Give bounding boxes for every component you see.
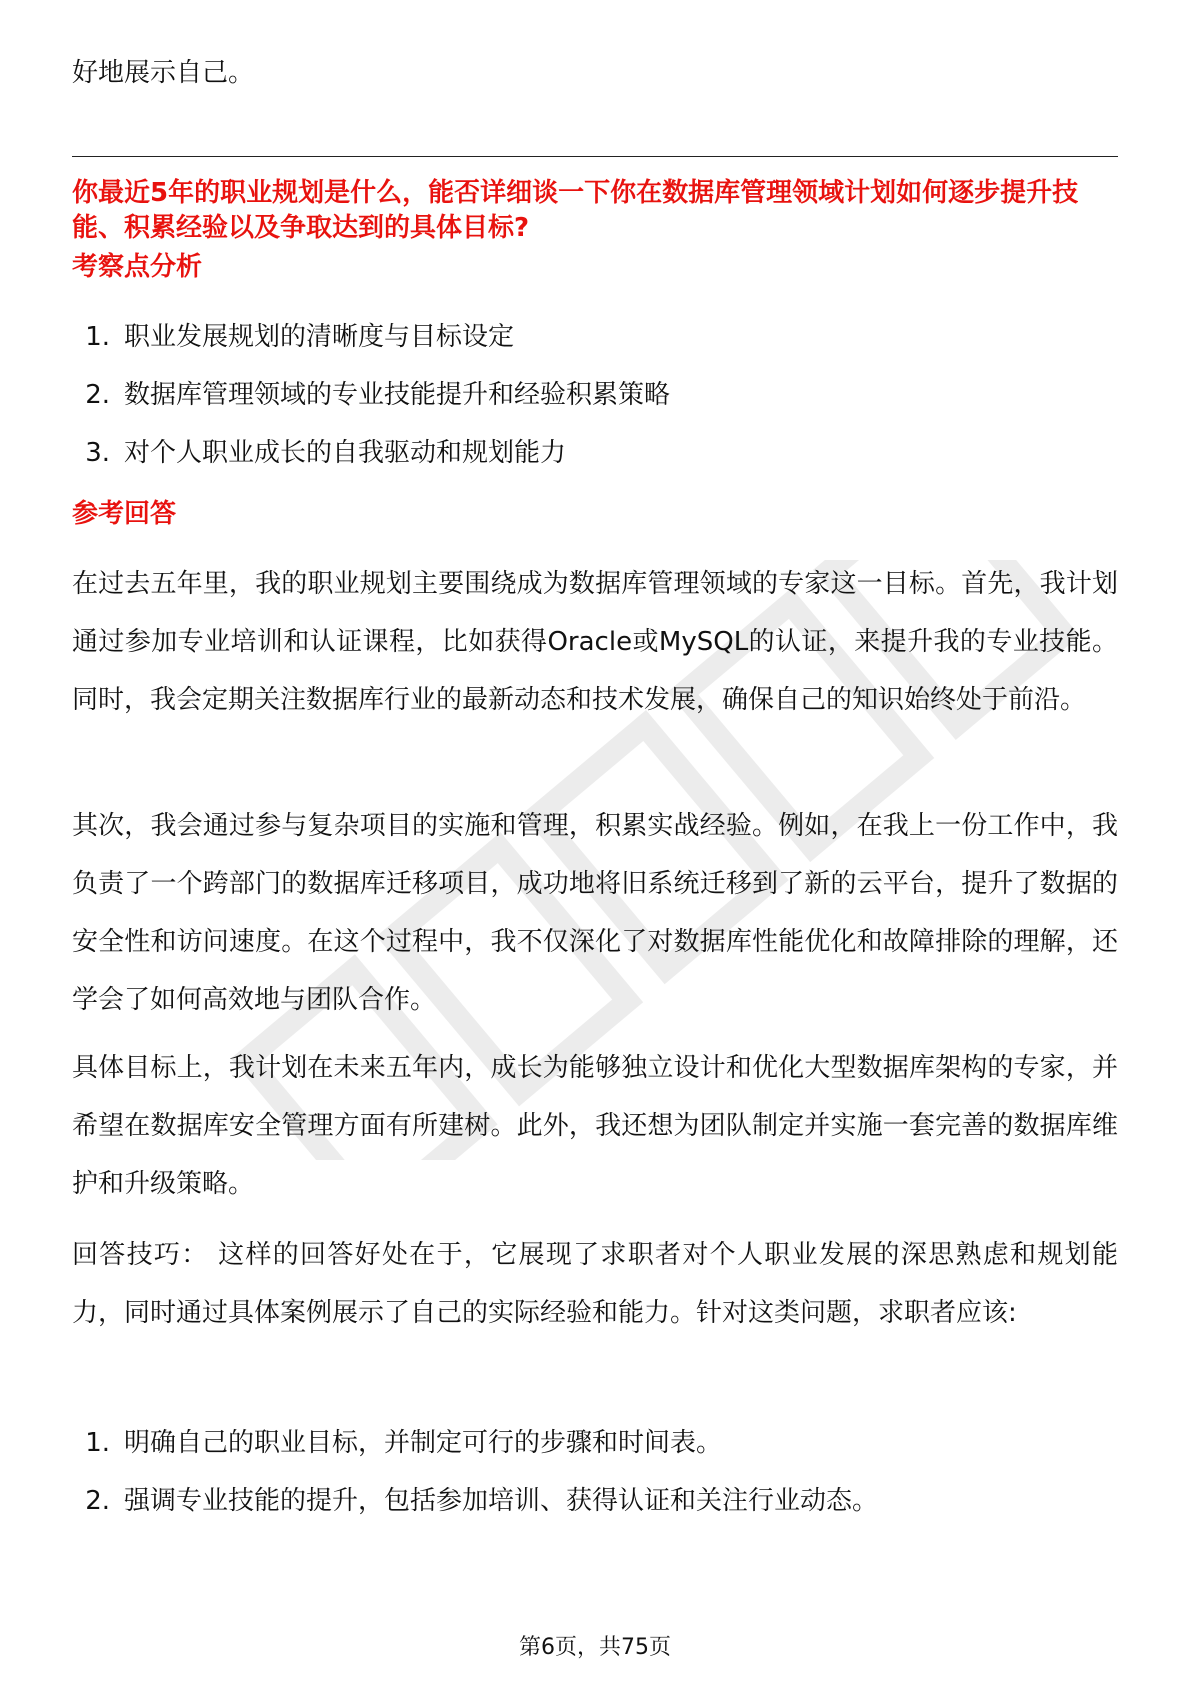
list-text: 强调专业技能的提升，包括参加培训、获得认证和关注行业动态。 [124, 1486, 879, 1516]
list-number: 3. [85, 438, 110, 468]
answer-paragraph-1: 在过去五年里，我的职业规划主要围绕成为数据库管理领域的专家这一目标。首先，我计划通过参加专业培训和认证课程，比如获得Oracle或MySQL的认证，来提升我的专业技能。同时，我会定期关注数据库行业的最新动态和技术发展，确保自己的知识始终处于前沿。 [72, 569, 1118, 715]
list-item [72, 436, 1118, 494]
list-number: 1. [85, 322, 110, 352]
list-item [72, 320, 1118, 378]
question-title: 你最近5年的职业规划是什么，能否详细谈一下你在数据库管理领域计划如何逐步提升技能、积累经验以及争取达到的具体目标? [72, 178, 1079, 243]
analysis-heading: 考察点分析 [72, 252, 203, 282]
section-divider [72, 156, 1118, 157]
answer-paragraph-3: 具体目标上，我计划在未来五年内，成长为能够独立设计和优化大型数据库架构的专家，并希望在数据库安全管理方面有所建树。此外，我还想为团队制定并实施一套完善的数据库维护和升级策略。 [72, 1053, 1118, 1199]
list-item [72, 1484, 1118, 1542]
answer-paragraph-2: 其次，我会通过参与复杂项目的实施和管理，积累实战经验。例如，在我上一份工作中，我负责了一个跨部门的数据库迁移项目，成功地将旧系统迁移到了新的云平台，提升了数据的安全性和访问速度。在这个过程中，我不仅深化了对数据库性能优化和故障排除的理解，还学会了如何高效地与团队合作。 [72, 811, 1118, 1015]
intro-tail-text: 好地展示自己。 [72, 58, 255, 88]
list-number: 1. [85, 1428, 110, 1458]
page-footer: 第6页，共75页 [519, 1635, 671, 1660]
analysis-list [72, 320, 1118, 494]
answer-heading: 参考回答 [72, 499, 177, 529]
list-text: 职业发展规划的清晰度与目标设定 [124, 322, 515, 352]
list-item [72, 378, 1118, 436]
tips-list [72, 1426, 1118, 1542]
list-number: 2. [85, 380, 110, 410]
answer-tips-paragraph: 回答技巧： 这样的回答好处在于，它展现了求职者对个人职业发展的深思熟虑和规划能力，同时通过具体案例展示了自己的实际经验和能力。针对这类问题，求职者应该: [72, 1240, 1118, 1328]
list-number: 2. [85, 1486, 110, 1516]
list-text: 对个人职业成长的自我驱动和规划能力 [124, 438, 567, 468]
list-text: 明确自己的职业目标，并制定可行的步骤和时间表。 [124, 1428, 723, 1458]
list-item [72, 1426, 1118, 1484]
list-text: 数据库管理领域的专业技能提升和经验积累策略 [124, 380, 671, 410]
